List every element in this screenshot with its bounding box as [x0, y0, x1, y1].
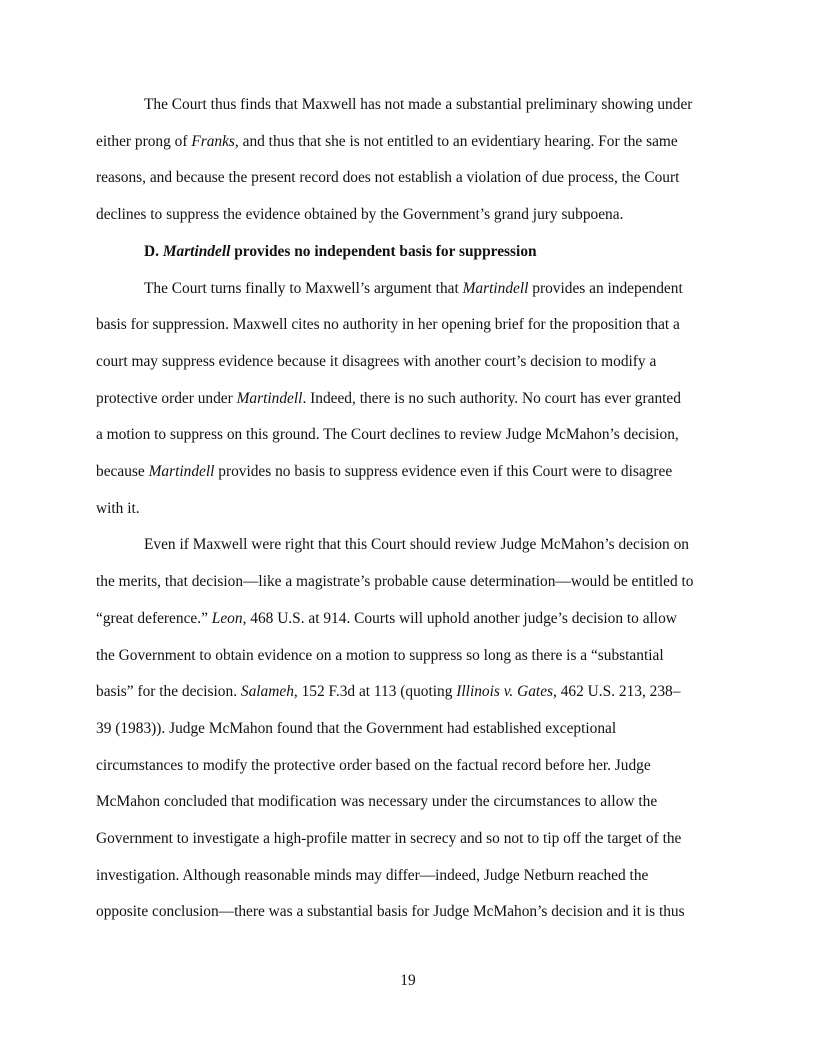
section-heading: [144, 242, 537, 262]
text-run: declines to suppress the evidence obtained by the Government’s grand jury subpoena.: [96, 206, 624, 224]
italic-citation: Martindell: [462, 279, 529, 297]
italic-citation: Salameh: [240, 683, 294, 701]
text-line: [144, 95, 692, 115]
italic-citation: Leon: [211, 609, 243, 627]
text-run: a motion to suppress on this ground. The Court declines to review Judge McMahon’s decision,: [96, 426, 679, 444]
text-line: [96, 315, 680, 335]
text-line: [96, 132, 678, 152]
text-run: basis” for the decision.: [96, 683, 241, 701]
text-run: basis for suppression. Maxwell cites no authority in her opening brief for the proposition that a: [96, 316, 680, 334]
text-run: 39 (1983)). Judge McMahon found that the Government had established exceptional: [96, 719, 617, 737]
text-line: [96, 829, 681, 849]
text-line: [96, 205, 623, 225]
text-line: [96, 719, 616, 739]
italic-citation: Franks: [191, 132, 235, 150]
text-run: either prong of: [96, 132, 192, 150]
text-line: [96, 756, 651, 776]
text-line: [96, 425, 679, 445]
text-run: provides an independent: [528, 279, 683, 297]
text-run: The Court turns finally to Maxwell’s argument that: [144, 279, 463, 297]
text-line: [96, 352, 656, 372]
italic-citation: Martindell: [162, 242, 231, 260]
text-run: “great deference.”: [96, 609, 212, 627]
italic-citation: Martindell: [148, 463, 215, 480]
text-run: Government to investigate a high-profile matter in secrecy and so not to tip off the target of the: [96, 830, 682, 847]
text-run: D.: [144, 242, 163, 260]
italic-citation: Martindell: [236, 389, 303, 407]
text-line: [144, 535, 689, 555]
text-run: reasons, and because the present record does not establish a violation of due process, the Court: [96, 169, 680, 187]
text-run: provides no basis to suppress evidence even if this Court were to disagree: [214, 463, 673, 480]
text-line: [96, 499, 140, 519]
text-run: because: [96, 463, 149, 480]
text-line: [96, 389, 681, 409]
page-number: 19: [400, 972, 416, 989]
text-line: [96, 682, 680, 702]
text-run: the merits, that decision—like a magistrate’s probable cause determination—would be entitled to: [96, 573, 694, 591]
text-run: the Government to obtain evidence on a motion to suppress so long as there is a “substantial: [96, 646, 664, 664]
text-run: provides no independent basis for suppression: [230, 242, 537, 260]
text-line: [96, 646, 664, 666]
text-run: , 468 U.S. at 914. Courts will uphold another judge’s decision to allow: [242, 609, 677, 627]
text-run: protective order under: [96, 389, 237, 407]
text-run: Even if Maxwell were right that this Court should review Judge McMahon’s decision on: [144, 536, 689, 554]
text-run: McMahon concluded that modification was necessary under the circumstances to allow the: [96, 793, 658, 811]
text-run: with it.: [96, 499, 140, 517]
text-run: , and thus that she is not entitled to an evidentiary hearing. For the same: [234, 132, 678, 150]
text-run: The Court thus finds that Maxwell has not made a substantial preliminary showing under: [144, 96, 693, 113]
text-line: [96, 168, 679, 188]
text-line: [144, 279, 683, 299]
text-run: . Indeed, there is no such authority. No court has ever granted: [302, 389, 681, 407]
text-run: , 462 U.S. 213, 238–: [553, 683, 681, 701]
text-run: court may suppress evidence because it disagrees with another court’s decision to modify a: [96, 352, 657, 370]
text-run: investigation. Although reasonable minds may differ—indeed, Judge Netburn reached the: [96, 866, 649, 884]
text-run: circumstances to modify the protective order based on the factual record before her. Judge: [96, 756, 651, 774]
text-line: [96, 609, 677, 629]
text-run: opposite conclusion—there was a substantial basis for Judge McMahon’s decision and it is thus: [96, 903, 685, 921]
text-line: [96, 572, 694, 592]
text-run: , 152 F.3d at 113 (quoting: [293, 683, 457, 701]
italic-citation: Illinois v. Gates: [456, 683, 554, 701]
text-line: [96, 902, 685, 922]
text-line: [96, 792, 657, 812]
text-line: [96, 866, 648, 886]
text-line: [96, 462, 672, 482]
